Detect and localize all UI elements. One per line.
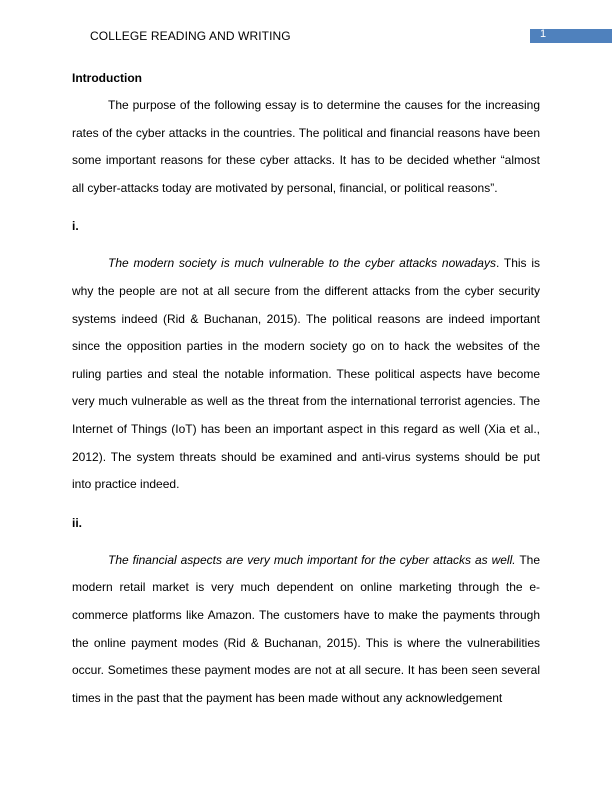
section-1-lead-italic: The modern society is much vulnerable to the cyber attacks nowadays (108, 256, 496, 271)
section-1-text: . This is why the people are not at all secure from the different attacks from the cyber security systems indeed (Rid & Buchanan, 2015). The political reasons are indeed important since the opposition parties in the modern society go on to hack the websites of the ruling parties and steal the notable information. These political aspects have become very much vulnerable as well as the threat from the international terrorist agencies. The Internet of Things (IoT) has been an important aspect in this regard as well (Xia et al., 2012). The system threats should be examined and anti-virus systems should be put into practice indeed. (72, 256, 540, 492)
section-2-heading: ii. (72, 515, 83, 530)
section-2-paragraph (72, 547, 540, 713)
introduction-paragraph: The purpose of the following essay is to determine the causes for the increasing rates of the cyber attacks in the countries. The political and financial reasons have been some important reasons for these cyber attacks. It has to be decided whether “almost all cyber-attacks today are motivated by personal, financial, or political reasons”. (72, 98, 540, 195)
section-2-lead-italic: The financial aspects are very much important for the cyber attacks as well. (108, 552, 516, 567)
section-1-paragraph (72, 250, 540, 498)
introduction-heading: Introduction (72, 71, 142, 85)
section-2-text: The modern retail market is very much dependent on online marketing through the e-commerce platforms like Amazon. The customers have to make the payments through the online payment modes (Rid & Buchanan, 2015). This is where the vulnerabilities occur. Sometimes these payment modes are not at all secure. It has been seen several times in the past that the payment has been made without any acknowledgement (72, 552, 541, 705)
running-header: COLLEGE READING AND WRITING (90, 29, 291, 43)
page-number: 1 (540, 28, 547, 40)
section-1-heading: i. (72, 219, 79, 234)
page-number-bar (530, 29, 612, 43)
document-body (72, 64, 540, 712)
